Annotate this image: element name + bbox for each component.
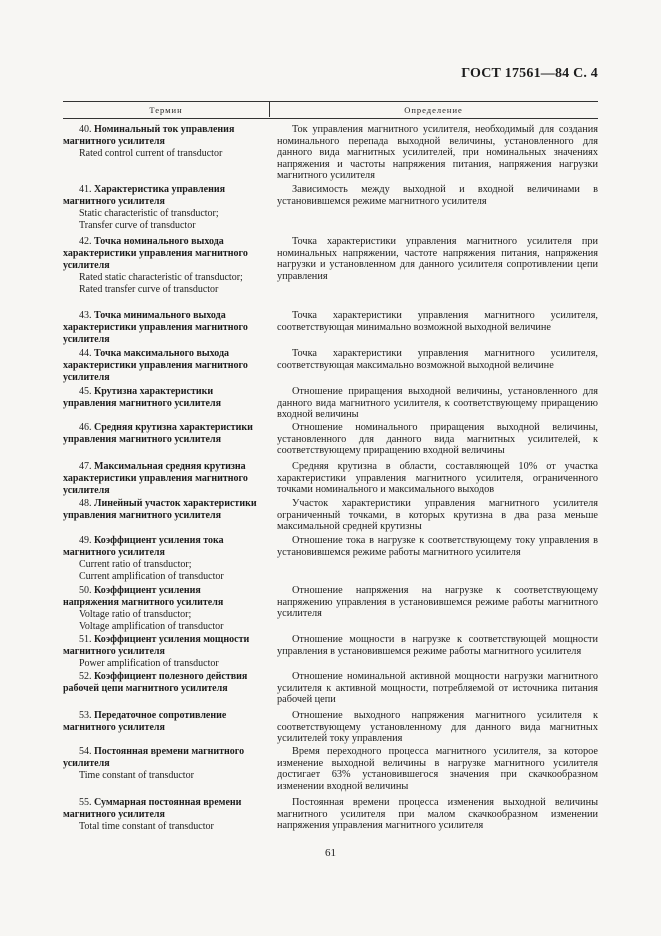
- definition-cell: Отношение номинального приращения выходной величины, установленного для данного вида магнитных усилителей, к соответствующему приращению входной величины: [277, 422, 598, 457]
- term-ru: Крутизна характеристики управления магнитного усилителя: [63, 386, 221, 409]
- term-cell: [63, 386, 259, 410]
- term-ru: Максимальная средняя крутизна характеристики управления магнитного усилителя: [63, 461, 248, 496]
- term-number: 48.: [79, 498, 92, 509]
- term-column-header: Термин: [149, 105, 183, 115]
- term-number: 49.: [79, 535, 92, 546]
- term-en: Rated control current of transductor: [79, 148, 223, 159]
- term-ru: Номинальный ток управления магнитного усилителя: [63, 124, 235, 147]
- term-number: 51.: [79, 634, 92, 645]
- definition-column-header: Определение: [404, 105, 463, 115]
- term-en: Voltage amplification of transductor: [79, 621, 224, 632]
- term-en: Current amplification of transductor: [79, 571, 224, 582]
- term-number: 53.: [79, 710, 92, 721]
- term-number: 46.: [79, 422, 92, 433]
- term-ru: Суммарная постоянная времени магнитного усилителя: [63, 797, 242, 820]
- term-en: Rated static characteristic of transductor;: [79, 272, 243, 283]
- term-number: 44.: [79, 348, 92, 359]
- term-number: 45.: [79, 386, 92, 397]
- term-ru: Коэффициент полезного действия рабочей цепи магнитного усилителя: [63, 671, 248, 694]
- term-ru: Постоянная времени магнитного усилителя: [63, 746, 245, 769]
- column-divider: [269, 101, 270, 117]
- term-cell: [63, 746, 259, 782]
- term-ru: Передаточное сопротивление магнитного усилителя: [63, 710, 227, 733]
- table-header: [63, 101, 598, 119]
- term-number: 40.: [79, 124, 92, 135]
- term-ru: Коэффициент усиления напряжения магнитного усилителя: [63, 585, 224, 608]
- definition-cell: Постоянная времени процесса изменения выходной величины магнитного усилителя при малом скачкообразном изменении напряжения управления магнитного усилителя: [277, 797, 598, 832]
- definition-cell: Отношение выходного напряжения магнитного усилителя к соответствующему установленному для данного вида магнитных усилителей току управления: [277, 710, 598, 745]
- term-cell: [63, 124, 259, 160]
- term-number: 54.: [79, 746, 92, 757]
- definition-cell: Точка характеристики управления магнитного усилителя, соответствующая максимально возможной выходной величине: [277, 348, 598, 371]
- term-ru: Характеристика управления магнитного усилителя: [63, 184, 226, 207]
- term-number: 50.: [79, 585, 92, 596]
- definition-cell: Отношение приращения выходной величины, установленного для данного вида магнитного усилителя, к соответствующему приращению входной величины: [277, 386, 598, 421]
- term-en: Power amplification of transductor: [79, 658, 219, 669]
- term-cell: [63, 535, 259, 583]
- term-en: Current ratio of transductor;: [79, 559, 192, 570]
- term-en: Total time constant of transductor: [79, 821, 214, 832]
- definition-cell: Отношение напряжения на нагрузке к соответствующему напряжению управления в установившемся режиме работы магнитного усилителя: [277, 585, 598, 620]
- definition-cell: Отношение номинальной активной мощности нагрузки магнитного усилителя к активной мощности, потребляемой от источника питания рабочей цепи: [277, 671, 598, 706]
- definition-cell: Отношение мощности в нагрузке к соответствующей мощности управления в установившемся режиме работы магнитного усилителя: [277, 634, 598, 657]
- term-cell: [63, 236, 259, 296]
- definition-cell: Ток управления магнитного усилителя, необходимый для создания номинального перепада выходной величины, установленного для данного вида магнитных усилителей, при номинальных значениях напряжения и частоты напряжения питания, напряжения нагрузки магнитного усилителя: [277, 124, 598, 182]
- term-cell: [63, 461, 259, 497]
- definition-cell: Участок характеристики управления магнитного усилителя ограниченный точками, в которых крутизна в два раза меньше максимальной средней крутизны: [277, 498, 598, 533]
- term-cell: [63, 498, 259, 522]
- term-ru: Коэффициент усиления мощности магнитного усилителя: [63, 634, 250, 657]
- page-number: 61: [325, 847, 336, 859]
- term-ru: Точка номинального выхода характеристики управления магнитного усилителя: [63, 236, 248, 271]
- definition-cell: Отношение тока в нагрузке к соответствующему току управления в установившемся режиме работы магнитного усилителя: [277, 535, 598, 558]
- term-number: 42.: [79, 236, 92, 247]
- term-cell: [63, 797, 259, 833]
- term-number: 41.: [79, 184, 92, 195]
- term-cell: [63, 348, 259, 384]
- term-cell: [63, 184, 259, 232]
- term-ru: Линейный участок характеристики управления магнитного усилителя: [63, 498, 257, 521]
- term-number: 47.: [79, 461, 92, 472]
- definition-cell: Средняя крутизна в области, составляющей 10% от участка характеристики управления магнитного усилителя, ограниченного точками номинального и максимального выходов: [277, 461, 598, 496]
- term-ru: Точка минимального выхода характеристики управления магнитного усилителя: [63, 310, 248, 345]
- definition-cell: Зависимость между выходной и входной величинами в установившемся режиме магнитного усилителя: [277, 184, 598, 207]
- term-en: Time constant of transductor: [79, 770, 194, 781]
- term-cell: [63, 671, 259, 695]
- term-number: 43.: [79, 310, 92, 321]
- document-header: ГОСТ 17561—84 С. 4: [461, 66, 598, 81]
- term-ru: Коэффициент усиления тока магнитного усилителя: [63, 535, 224, 558]
- term-cell: [63, 710, 259, 734]
- term-ru: Точка максимального выхода характеристики управления магнитного усилителя: [63, 348, 248, 383]
- definition-cell: Время переходного процесса магнитного усилителя, за которое изменение выходной величины в нагрузке магнитного усилителя достигает 63% установившегося значения при скачкообразном изменении входной величины: [277, 746, 598, 792]
- term-cell: [63, 310, 259, 346]
- term-number: 55.: [79, 797, 92, 808]
- term-number: 52.: [79, 671, 92, 682]
- definition-cell: Точка характеристики управления магнитного усилителя при номинальных напряжении, частоте напряжения питания, напряжения нагрузки и установленном для данного усилителя сопротивлении цепи управления: [277, 236, 598, 282]
- term-en: Transfer curve of transductor: [79, 220, 196, 231]
- term-cell: [63, 422, 259, 446]
- term-en: Rated transfer curve of transductor: [79, 284, 219, 295]
- term-ru: Средняя крутизна характеристики управления магнитного усилителя: [63, 422, 253, 445]
- term-en: Static characteristic of transductor;: [79, 208, 219, 219]
- term-cell: [63, 634, 259, 670]
- term-en: Voltage ratio of transductor;: [79, 609, 192, 620]
- definition-cell: Точка характеристики управления магнитного усилителя, соответствующая минимально возможной выходной величине: [277, 310, 598, 333]
- term-cell: [63, 585, 259, 633]
